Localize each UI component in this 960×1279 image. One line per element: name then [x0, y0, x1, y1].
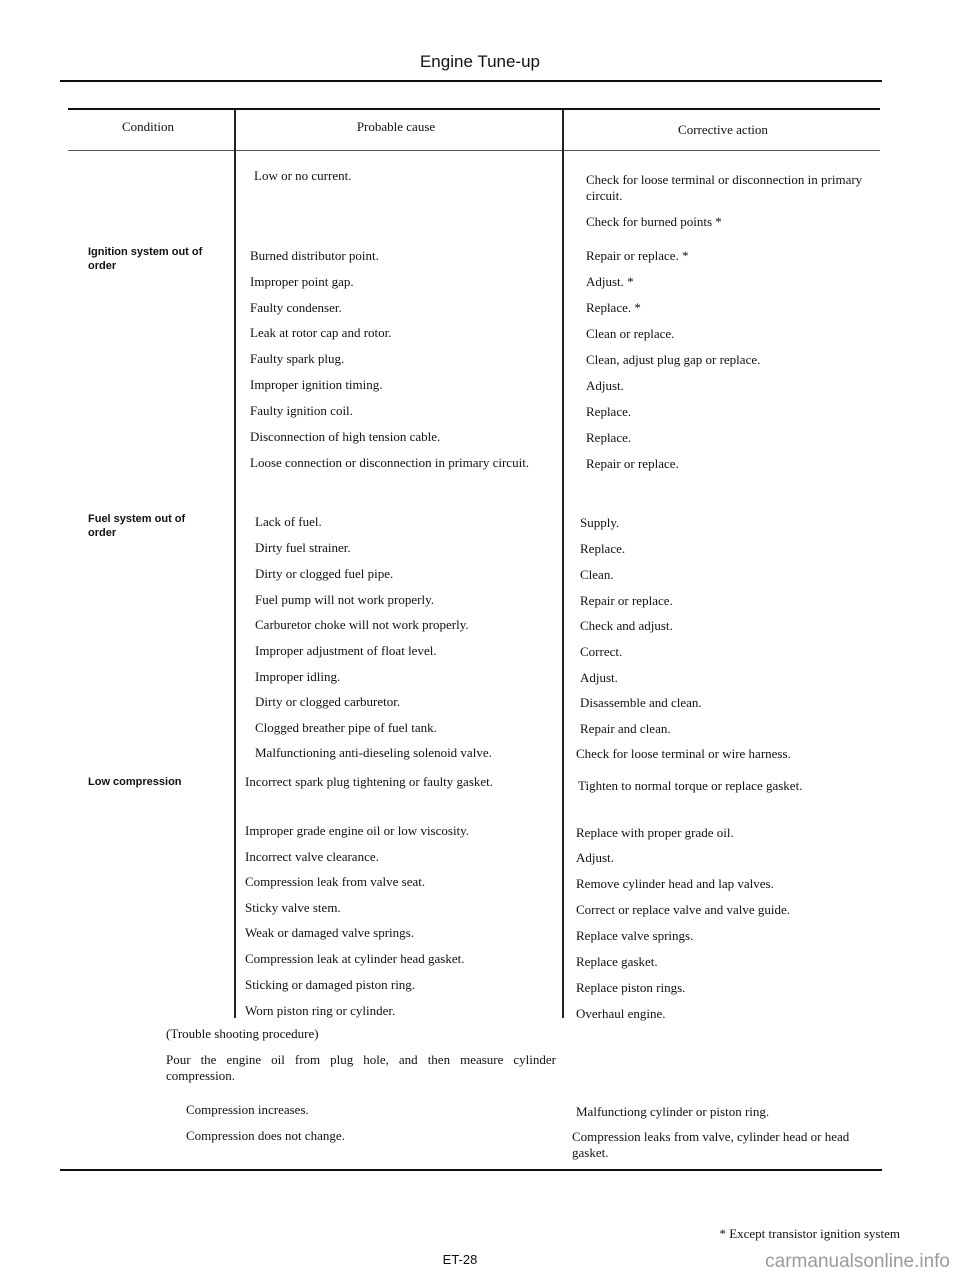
column-divider-right — [562, 110, 564, 1018]
action-25: Correct or replace valve and valve guide. — [576, 902, 791, 917]
procedure-action-no-change: Compression leaks from valve, cylinder head or head gasket. — [572, 1129, 850, 1160]
action-8: Replace. — [586, 404, 632, 419]
cause-27: Sticking or damaged piston ring. — [245, 977, 416, 992]
cause-2: Improper point gap. — [250, 274, 354, 289]
page-number: ET-28 — [442, 1252, 478, 1267]
action-26: Replace valve springs. — [576, 928, 694, 943]
cause-19: Malfunctioning anti-dieseling solenoid valve. — [255, 745, 492, 760]
cause-11: Dirty fuel strainer. — [255, 540, 351, 555]
action-18: Disassemble and clean. — [580, 695, 702, 710]
action-7: Adjust. — [586, 378, 624, 393]
procedure-case-no-change: Compression does not change. — [186, 1128, 345, 1143]
page-title: Engine Tune-up — [419, 52, 541, 71]
action-5: Clean or replace. — [586, 326, 675, 341]
action-27: Replace gasket. — [576, 954, 658, 969]
cause-9: Loose connection or disconnection in primary circuit. — [250, 455, 530, 470]
header-condition: Condition — [121, 119, 174, 134]
action-21: Tighten to normal torque or replace gasket. — [578, 778, 803, 793]
cause-14: Carburetor choke will not work properly. — [255, 617, 469, 632]
top-rule — [60, 80, 882, 82]
action-15: Check and adjust. — [580, 618, 673, 633]
header-corrective-action: Corrective action — [678, 122, 768, 137]
cause-5: Faulty spark plug. — [250, 351, 345, 366]
action-23: Adjust. — [576, 850, 614, 865]
action-29: Overhaul engine. — [576, 1006, 666, 1021]
cause-12: Dirty or clogged fuel pipe. — [255, 566, 394, 581]
cause-4: Leak at rotor cap and rotor. — [250, 325, 392, 340]
cause-26: Compression leak at cylinder head gasket. — [245, 951, 465, 966]
cause-21: Improper grade engine oil or low viscosity. — [245, 823, 470, 838]
action-13: Clean. — [580, 567, 614, 582]
cause-25: Weak or damaged valve springs. — [245, 925, 414, 940]
action-17: Adjust. — [580, 670, 618, 685]
cause-28: Worn piston ring or cylinder. — [245, 1003, 396, 1018]
cause-24: Sticky valve stem. — [245, 900, 341, 915]
procedure-heading: (Trouble shooting procedure) — [166, 1026, 319, 1041]
action-24: Remove cylinder head and lap valves. — [576, 876, 774, 891]
cause-3: Faulty condenser. — [250, 300, 342, 315]
action-14: Repair or replace. — [580, 593, 673, 608]
action-2: Repair or replace. * — [586, 248, 689, 263]
action-9: Replace. — [586, 430, 632, 445]
procedure-text: Pour the engine oil from plug hole, and then measure cylinder compression. — [166, 1052, 556, 1083]
cause-20: Incorrect spark plug tightening or faulty gasket. — [245, 774, 494, 789]
cause-1: Burned distributor point. — [250, 248, 379, 263]
condition-ignition: Ignition system out of order — [88, 246, 203, 272]
condition-compression: Low compression — [88, 776, 182, 788]
procedure-case-increases: Compression increases. — [186, 1102, 309, 1117]
cause-6: Improper ignition timing. — [250, 377, 383, 392]
column-divider-left — [234, 110, 236, 1018]
cause-23: Compression leak from valve seat. — [245, 874, 426, 889]
condition-fuel: Fuel system out of order — [88, 513, 186, 539]
table-top-rule — [68, 108, 880, 110]
action-19: Repair and clean. — [580, 721, 671, 736]
cause-13: Fuel pump will not work properly. — [255, 592, 434, 607]
action-11: Supply. — [580, 515, 620, 530]
action-4: Replace. * — [586, 300, 641, 315]
footnote: * Except transistor ignition system — [719, 1226, 900, 1241]
cause-18: Clogged breather pipe of fuel tank. — [255, 720, 437, 735]
action-28: Replace piston rings. — [576, 980, 686, 995]
bottom-rule — [60, 1169, 882, 1171]
action-3: Adjust. * — [586, 274, 634, 289]
cause-10: Lack of fuel. — [255, 514, 322, 529]
action-20: Check for loose terminal or wire harness. — [576, 746, 791, 761]
action-12: Replace. — [580, 541, 626, 556]
cause-16: Improper idling. — [255, 669, 341, 684]
action-6: Clean, adjust plug gap or replace. — [586, 352, 761, 367]
watermark: carmanualsonline.info — [765, 1251, 950, 1272]
action-1: Check for burned points * — [586, 214, 722, 229]
cause-22: Incorrect valve clearance. — [245, 849, 379, 864]
cause-17: Dirty or clogged carburetor. — [255, 694, 401, 709]
action-16: Correct. — [580, 644, 623, 659]
cause-15: Improper adjustment of float level. — [255, 643, 437, 658]
action-0: Check for loose terminal or disconnection in primary circuit. — [586, 172, 863, 203]
action-10: Repair or replace. — [586, 456, 679, 471]
action-22: Replace with proper grade oil. — [576, 825, 734, 840]
cause-0: Low or no current. — [254, 168, 352, 183]
header-probable-cause: Probable cause — [356, 119, 436, 134]
cause-7: Faulty ignition coil. — [250, 403, 353, 418]
header-rule — [68, 150, 880, 151]
procedure-action-increases: Malfunctiong cylinder or piston ring. — [576, 1104, 770, 1119]
cause-8: Disconnection of high tension cable. — [250, 429, 441, 444]
